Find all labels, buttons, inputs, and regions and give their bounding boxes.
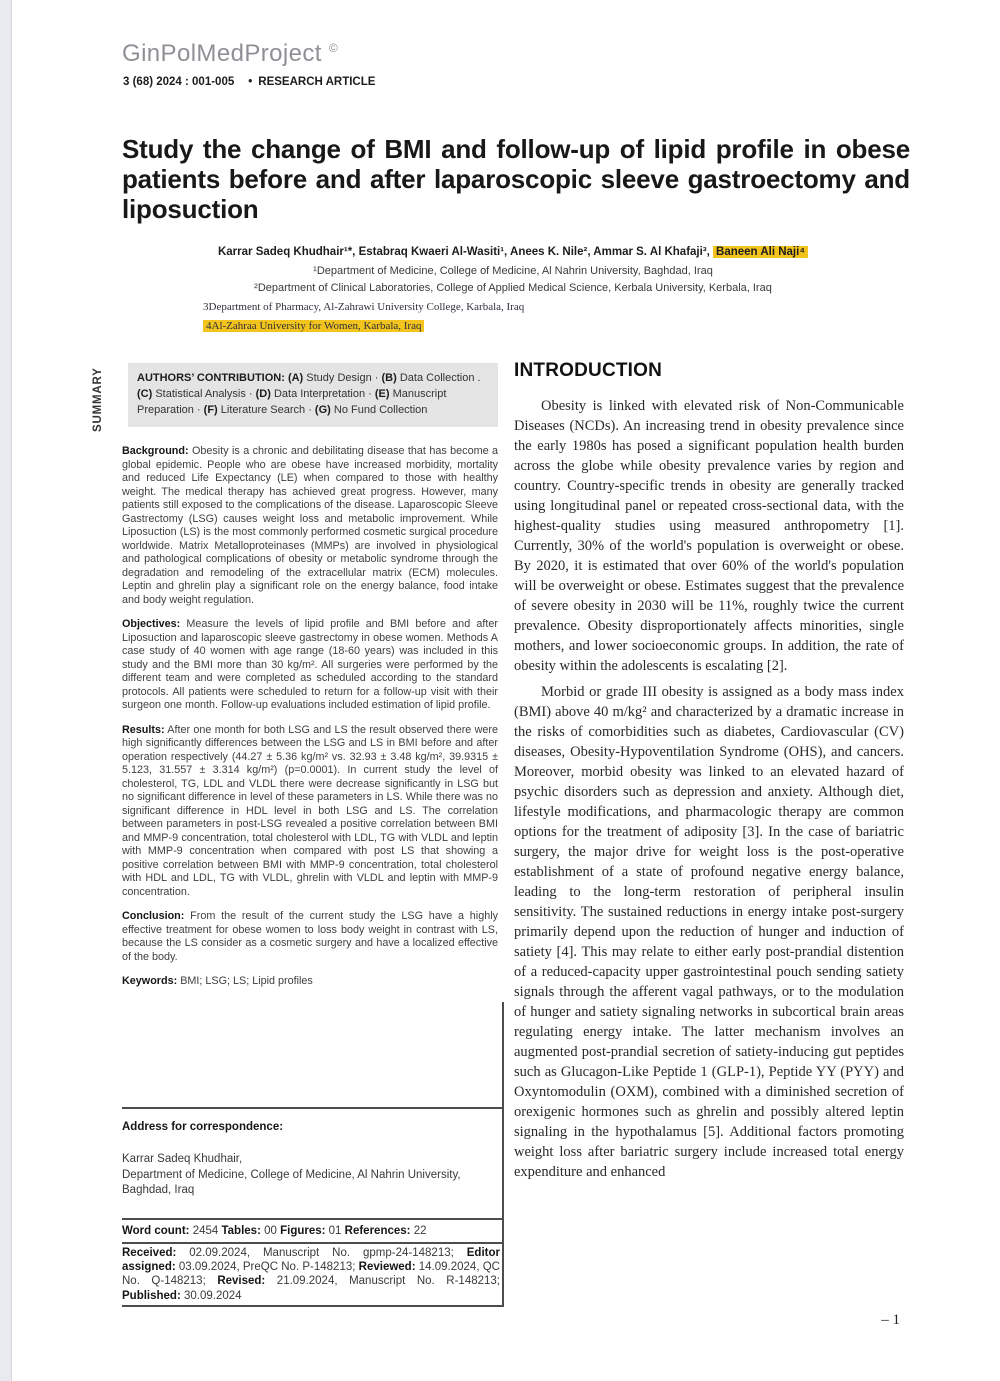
conclusion-text: From the result of the current study the LSG have a highly effective treatment for obese women to loss body weight in contrast with LS, because the LS consider as a cosmetic surgery and have a localized effective of the body.: [122, 910, 498, 963]
article-type: RESEARCH ARTICLE: [258, 76, 376, 88]
journal-logo: [122, 40, 338, 68]
introduction-paragraph-2: Morbid or grade III obesity is assigned as a body mass index (BMI) above 40 m/kg² and characterized by a dramatic increase in the risks of comorbidities such as diabetes, Cardiovascular (CV) diseases, Obesity-Hypoventilation Syndrome (OHS), and cancers. Moreover, morbid obesity was linked to an elevated hazard of psychic disorders such as depression and anxiety. Although diet, lifestyle modifications, and pharmacologic therapy are common options for the treatment of adiposity [3]. In the case of bariatric surgery, the major drive for weight loss is the post-operative establishment of a state of profound negative energy balance, leading to the long-term restoration of peripheral insulin sensitivity. The sustained reductions in energy intake post-surgery primarily depend upon the reduction of hunger and induction of satiety [4]. This may relate to either early post-prandial distention of a reduced-capacity upper gastrointestinal pouch sending satiety signals through the afferent vagal pathways, or to the modulation of hunger and satiety signaling networks in subcortical brain areas regulating energy intake. The latter mechanism involves an augmented post-prandial secretion of satiety-inducing gut peptides such as Glucagon-Like Peptide 1 (GLP-1), Peptide YY (PYY) and Oxyntomodulin (OXM), combined with a diminished secretion of orexigenic hormones such as ghrelin and possibly altered leptin signaling in the hypothalamus [5]. Additional factors promoting weight loss after bariatric surgery include increased total energy expenditure and enhanced: [514, 684, 904, 1180]
keywords-text: BMI; LSG; LS; Lipid profiles: [177, 975, 313, 987]
word-count-line: Word count: 2454 Tables: 00 Figures: 01 References: 22: [122, 1225, 427, 1237]
authors-plain: Karrar Sadeq Khudhair¹*, Estabraq Kwaeri Al-Wasiti¹, Anees K. Nile², Ammar S. Al Khafaji³,: [217, 246, 714, 258]
affiliation-4-highlighted: 4Al-Zahraa University for Women, Karbala, Iraq: [203, 320, 424, 332]
affiliation-1: ¹Department of Medicine, College of Medicine, Al Nahrin University, Baghdad, Iraq: [313, 265, 713, 277]
bullet-separator: •: [248, 76, 253, 88]
abstract-column: [122, 445, 498, 1100]
keywords-label: Keywords:: [122, 975, 178, 987]
correspondence-address: [122, 1152, 494, 1199]
introduction-paragraph-1: Obesity is linked with elevated risk of Non-Communicable Diseases (NCDs). An increasing trend in obesity prevalence since the early 1980s has posed a significant population health burden across the globe while obesity prevalence varies by region and country. Country-specific trends in obesity are generally tracked using longitudinal panel or repeated cross-sectional data, with the highest-quality studies using measured anthropometry [1]. Currently, 30% of the world's population is overweight or obese. By 2020, it is estimated that over 60% of the world's population will be overweight or obese. Estimates suggest that the prevalence of severe obesity in 2030 will be 11%, roughly twice the current prevalence. Obesity disproportionately affects minorities, single mothers, and lower socioeconomic groups. In addition, the rate of obesity within the adolescents is escalating [2].: [514, 398, 904, 674]
affiliation-2: ²Department of Clinical Laboratories, College of Applied Medical Science, Kerbala University, Kerbala, Iraq: [254, 282, 772, 294]
copyright-symbol: ©: [328, 41, 339, 55]
authors-line: [113, 246, 913, 258]
article-title: Study the change of BMI and follow-up of lipid profile in obese patients before and after laparoscopic sleeve gastroectomy and liposuction: [122, 134, 910, 224]
author-highlighted: Baneen Ali Naji⁴: [713, 246, 808, 258]
summary-vertical-label: SUMMARY: [92, 367, 104, 432]
issue-info: 3 (68) 2024 : 001-005: [123, 76, 235, 88]
abstract-objectives: [122, 618, 498, 713]
results-label: Results:: [122, 723, 165, 736]
column-divider-line: [502, 1002, 504, 1307]
issue-line: [123, 76, 375, 88]
background-label: Background:: [122, 445, 189, 457]
rule-below-dates: [122, 1305, 504, 1307]
page-left-edge: [0, 0, 12, 1381]
correspondence-name: Karrar Sadeq Khudhair,: [122, 1153, 243, 1165]
introduction-heading: INTRODUCTION: [514, 360, 663, 381]
correspondence-affiliation: Department of Medicine, College of Medicine, Al Nahrin University, Baghdad, Iraq: [122, 1168, 461, 1196]
rule-above-counts: [122, 1218, 504, 1220]
rule-above-correspondence: [122, 1107, 504, 1109]
abstract-background: [122, 445, 498, 607]
manuscript-dates-block: Received: 02.09.2024, Manuscript No. gpmp-24-148213; Editor assigned: 03.09.2024, PreQC No. P-148213; Reviewed: 14.09.2024, QC No. Q-148213; Revised: 21.09.2024, Manuscript No. R-148213; Published: 30.09.2024: [122, 1247, 500, 1302]
page-number: – 1: [881, 1312, 900, 1328]
journal-name: GinPolMedProject: [122, 40, 322, 67]
affiliation-3: 3Department of Pharmacy, Al-Zahrawi University College, Karbala, Iraq: [203, 301, 525, 313]
correspondence-heading: Address for correspondence:: [122, 1121, 284, 1133]
rule-above-dates: [122, 1242, 504, 1244]
background-text: Obesity is a chronic and debilitating disease that has become a global epidemic. People who are obese have increased morbidity, mortality and reduced Life Expectancy (LE) when compared to those with healthy weight. The medical therapy has achieved great progress. However, many patients still exposed to the complications of the disease. Laparoscopic Sleeve Gastrectomy (LSG) causes weight loss and metabolic improvement. While Liposuction (LS) is the most commonly performed cosmetic surgical procedure worldwide. Matrix Metalloproteinases (MMPs) are involved in physiological and pathological complications of obesity or metabolic syndrome through the degradation and remodeling of the extracellular matrix (ECM) molecules. Leptin and ghrelin play a significant role on the energy balance, food intake and body weight regulation.: [122, 445, 498, 606]
objectives-label: Objectives:: [122, 618, 181, 630]
introduction-body: [514, 396, 904, 1316]
abstract-conclusion: [122, 910, 498, 964]
objectives-text: Measure the levels of lipid profile and BMI before and after Liposuction and laparoscopic sleeve gastrectomy in obese women. Methods A case study of 40 women with age range (18-60 years) was included in this study and the BMI more than 30 kg/m². All surgeries were performed by the different team and were completed as scheduled according to the standard protocols. All patients were scheduled to return for a follow-up visit with their surgeon one month. Follow-up evaluations included estimation of lipid profile.: [122, 618, 498, 711]
abstract-results: [122, 724, 498, 900]
abstract-keywords: [122, 975, 498, 989]
conclusion-label: Conclusion:: [122, 910, 185, 922]
results-text: After one month for both LSG and LS the result observed there were high significantly differences between the LSG and LS in BMI before and after operation respectively (44.27 ± 5.36 kg/m² vs. 32.93 ± 3.48 kg/m², 39.9315 ± 5.123, 31.557 ± 3.314 kg/m²) (p=0.0001). In current study the level of cholesterol, TG, LDL and VLDL there were decrease significantly in LSG but no significant difference in level of these parameters in LS. While there was no significant difference in HDL level in both LSG and LS. The correlation between parameters in post-LSG revealed a positive correlation between BMI and MMP-9 concentration, total cholesterol with LDL, TG with VLDL and leptin with MMP-9 concentration when compared with post LS that showing a positive correlation between BMI with MMP-9 concentration, total cholesterol with HDL and LDL, TG with VLDL, ghrelin with VLDL and leptin with MMP-9 concentration.: [122, 723, 498, 898]
authors-contribution-box: AUTHORS’ CONTRIBUTION: (A) Study Design · (B) Data Collection . (C) Statistical Analysis · (D) Data Interpretation · (E) Manuscript Preparation · (F) Literature Search · (G) No Fund Collection: [128, 363, 498, 427]
